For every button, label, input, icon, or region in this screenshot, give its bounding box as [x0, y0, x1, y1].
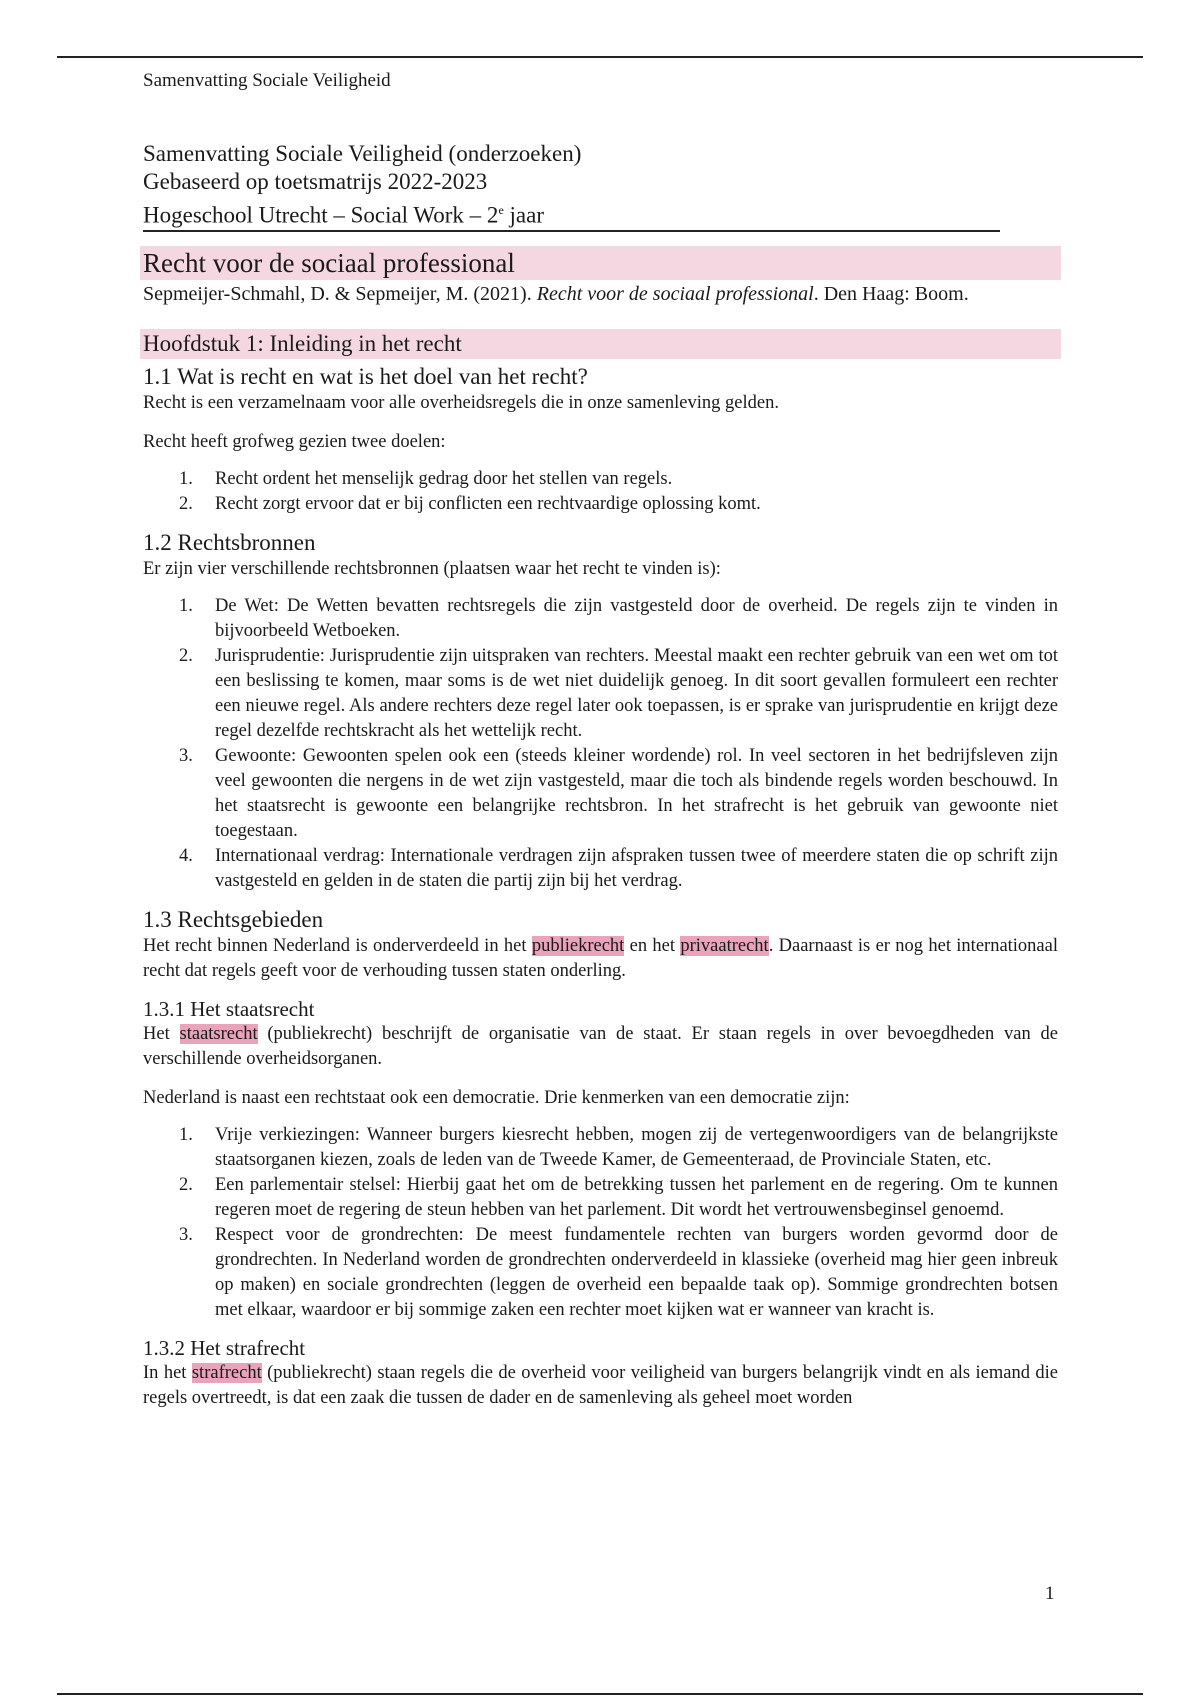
- section-1-2-heading: 1.2 Rechtsbronnen: [143, 529, 316, 555]
- list-item: [143, 1173, 1058, 1223]
- goals-list: [143, 467, 1058, 517]
- section-1-3-2-heading: 1.3.2 Het strafrecht: [143, 1335, 306, 1360]
- list-text: Respect voor de grondrechten: De meest fundamentele rechten van burgers worden gevormd door de grondrechten. In Nederland worden de grondrechten onderverdeeld in klassieke (overheid mag hier geen inbreuk op maken) en sociale grondrechten (leggen de overheid een bepaalde taak op). Sommige grondrechten botsen met elkaar, waardoor er bij sommige zaken een rechter moet kijken wat er wanneer van kracht is.: [215, 1224, 1058, 1320]
- title-line-3-text: Hogeschool Utrecht – Social Work – 2: [143, 202, 499, 228]
- list-text: Een parlementair stelsel: Hierbij gaat het om de betrekking tussen het parlement en de regering. Om te kunnen regeren moet de regering de steun hebben van het parlement. Dit wordt het vertrouwensbeginsel genoemd.: [215, 1174, 1058, 1220]
- section-1-3-paragraph: [143, 934, 1058, 984]
- list-number: 3.: [179, 1224, 193, 1245]
- chapter-heading: Hoofdstuk 1: Inleiding in het recht: [140, 329, 1061, 359]
- list-item: [143, 492, 1058, 517]
- list-text: Vrije verkiezingen: Wanneer burgers kiesrecht hebben, mogen zij de vertegenwoordigers van de belangrijkste staatsorganen kiezen, zoals de leden van de Tweede Kamer, de Gemeenteraad, de Provinciale Staten, etc.: [215, 1124, 1058, 1170]
- text-run: Het recht binnen Nederland is onderverdeeld in het: [143, 935, 532, 956]
- section-1-3-2-paragraph: [143, 1361, 1058, 1411]
- list-text: Recht zorgt ervoor dat er bij conflicten een rechtvaardige oplossing komt.: [215, 493, 761, 514]
- section-1-3-heading: 1.3 Rechtsgebieden: [143, 906, 324, 932]
- ordinal-superscript: e: [498, 203, 504, 217]
- running-header: Samenvatting Sociale Veiligheid: [143, 70, 391, 91]
- list-number: 1.: [179, 468, 193, 489]
- list-number: 1.: [179, 595, 193, 616]
- list-text: Internationaal verdrag: Internationale verdragen zijn afspraken tussen twee of meerdere staten die op schrift zijn vastgesteld en gelden in de staten die partij zijn bij het verdrag.: [215, 845, 1058, 891]
- highlight-strafrecht: strafrecht: [191, 1362, 262, 1383]
- text-run: In het: [143, 1362, 192, 1383]
- list-text: Recht ordent het menselijk gedrag door het stellen van regels.: [215, 468, 673, 489]
- text-run: (publiekrecht) staan regels die de overheid voor veiligheid van burgers belangrijk vindt en als iemand die regels overtreedt, is dat een zaak die tussen de dader en de samenleving als geheel moet worden: [143, 1362, 1059, 1408]
- list-number: 2.: [179, 1174, 193, 1195]
- list-item: [143, 467, 1058, 492]
- text-run: en het: [624, 935, 681, 956]
- title-block: [143, 140, 1058, 232]
- page-number: 1: [1045, 1583, 1055, 1604]
- bottom-rule: [57, 1693, 1143, 1695]
- title-line-2: Gebaseerd op toetsmatrijs 2022-2023: [143, 169, 488, 194]
- list-item: [143, 744, 1058, 844]
- democracy-list: [143, 1123, 1058, 1323]
- section-1-3-1-paragraph-2: Nederland is naast een rechtstaat ook een democratie. Drie kenmerken van een democratie zijn:: [143, 1087, 850, 1108]
- list-item: [143, 844, 1058, 894]
- reference-authors: Sepmeijer-Schmahl, D. & Sepmeijer, M. (2021).: [143, 282, 537, 305]
- highlight-privaatrecht: privaatrecht: [680, 935, 769, 956]
- section-1-3-1-heading: 1.3.1 Het staatsrecht: [143, 996, 315, 1021]
- section-1-1-paragraph-2: Recht heeft grofweg gezien twee doelen:: [143, 431, 446, 452]
- text-run: . Daarnaast is er nog het internationaal recht dat regels geeft voor de verhouding tussen staten onderling.: [143, 935, 1058, 981]
- title-line-3: [143, 196, 1000, 232]
- reference-title: Recht voor de sociaal professional: [536, 282, 814, 305]
- book-reference: [143, 281, 1058, 307]
- list-number: 3.: [179, 745, 193, 766]
- list-number: 2.: [179, 493, 193, 514]
- title-line-1: Samenvatting Sociale Veiligheid (onderzoeken): [143, 141, 582, 166]
- list-item: [143, 1123, 1058, 1173]
- page-content: [143, 140, 1058, 1411]
- title-line-3-end: jaar: [503, 202, 544, 228]
- reference-publisher: . Den Haag: Boom.: [813, 282, 969, 305]
- highlight-publiekrecht: publiekrecht: [531, 935, 625, 956]
- main-heading: Recht voor de sociaal professional: [140, 246, 1061, 280]
- list-text: Jurisprudentie: Jurisprudentie zijn uitspraken van rechters. Meestal maakt een rechter gebruik van een wet om tot een beslissing te komen, maar soms is de wet niet duidelijk genoeg. In dit soort gevallen formuleert een rechter een nieuwe regel. Als andere rechters deze regel later ook toepassen, is er sprake van jurisprudentie en krijgt deze regel dezelfde rechtskracht als het wettelijk recht.: [215, 645, 1058, 741]
- list-number: 2.: [179, 645, 193, 666]
- list-item: [143, 594, 1058, 644]
- text-run: (publiekrecht) beschrijft de organisatie van de staat. Er staan regels in over bevoegdheden van de verschillende overheidsorganen.: [143, 1023, 1059, 1069]
- list-text: Gewoonte: Gewoonten spelen ook een (steeds kleiner wordende) rol. In veel sectoren in het bedrijfsleven zijn veel gewoonten die nergens in de wet zijn vastgesteld, maar die toch als bindende regels worden beschouwd. In het staatsrecht is gewoonte een belangrijke rechtsbron. In het strafrecht is het gebruik van gewoonte niet toegestaan.: [215, 745, 1058, 841]
- list-number: 4.: [179, 845, 193, 866]
- section-1-1-paragraph-1: Recht is een verzamelnaam voor alle overheidsregels die in onze samenleving gelden.: [143, 392, 779, 413]
- list-item: [143, 1223, 1058, 1323]
- list-text: De Wet: De Wetten bevatten rechtsregels die zijn vastgesteld door de overheid. De regels zijn te vinden in bijvoorbeeld Wetboeken.: [215, 595, 1058, 641]
- section-1-3-1-paragraph-1: [143, 1022, 1058, 1072]
- list-item: [143, 644, 1058, 744]
- highlight-staatsrecht: staatsrecht: [179, 1023, 258, 1044]
- text-run: Het: [143, 1023, 180, 1044]
- list-number: 1.: [179, 1124, 193, 1145]
- top-rule: [57, 56, 1143, 58]
- sources-list: [143, 594, 1058, 894]
- section-1-2-intro: Er zijn vier verschillende rechtsbronnen (plaatsen waar het recht te vinden is):: [143, 558, 721, 579]
- section-1-1-heading: 1.1 Wat is recht en wat is het doel van het recht?: [143, 363, 588, 389]
